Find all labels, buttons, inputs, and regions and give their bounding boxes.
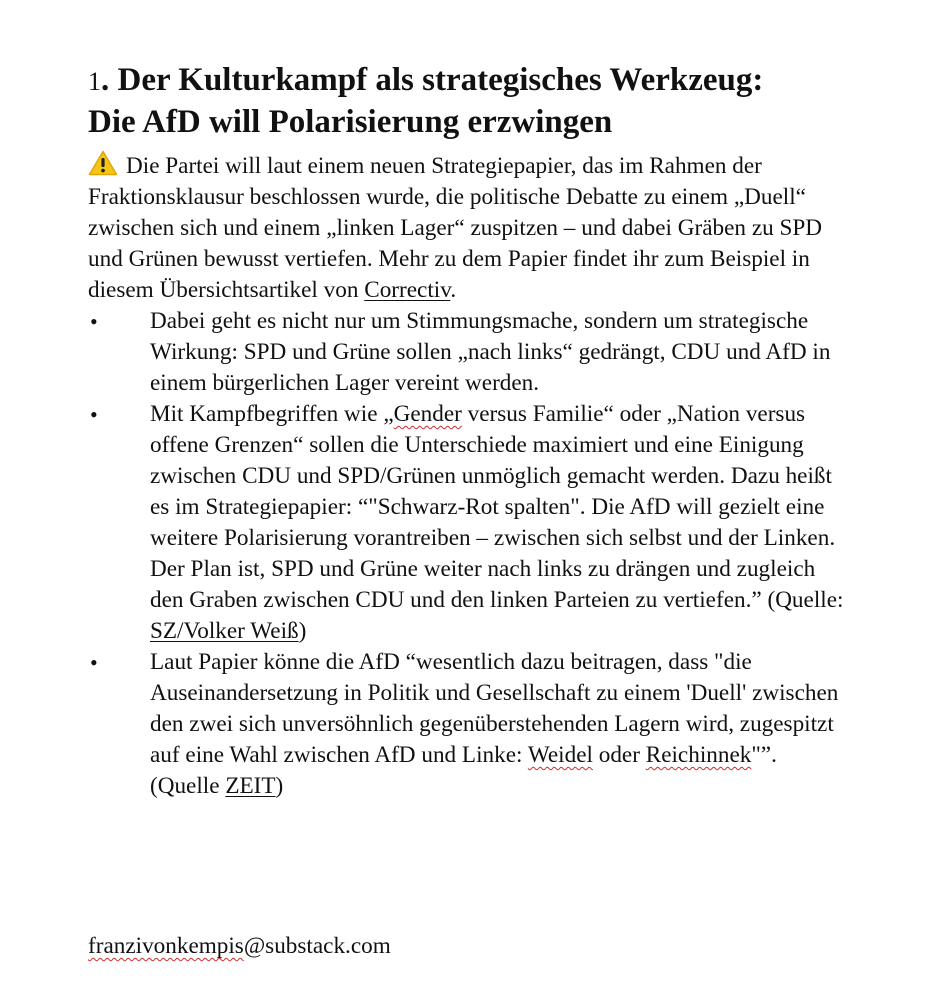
bullet-text-pre: Mit Kampfbegriffen wie „ — [150, 401, 394, 427]
bullet-text-post: versus Familie“ oder „Nation versus offene Grenzen“ sollen die Unterschiede maximiert und eine Einigung zwischen CDU und SPD/Grünen unmöglich gemacht werden. Dazu heißt es im Strategiepapier: “"Schwarz-Rot spalten". Die AfD will gezielt eine weitere Polarisierung vorantreiben – zwischen sich selbst und der Linken. Der Plan ist, SPD und Grüne weiter nach links zu drängen und zugleich den Graben zwischen CDU und den linken Parteien zu vertiefen.” (Quelle: — [150, 401, 844, 613]
spellcheck-word: Weidel — [527, 742, 593, 768]
heading-title-line1: . Der Kulturkampf als strategisches Werkzeug: — [101, 62, 764, 98]
bullet-text-post: "”. (Quelle — [150, 742, 777, 799]
document-page — [88, 60, 848, 802]
bullet-text-mid: oder — [592, 742, 646, 768]
intro-end: . — [450, 277, 457, 303]
bullet-text-pre: Laut Papier könne die AfD “wesentlich dazu beitragen, dass "die Auseinandersetzung in Politik und Gesellschaft zu einem 'Duell' zwischen den zwei sich unversöhnlich gegenüberstehenden Lagern wird, zugespitzt auf eine Wahl zwischen AfD und Linke: — [150, 649, 839, 768]
bullet-symbol: • — [90, 402, 98, 427]
email-user: franzivonkempis — [88, 933, 244, 959]
bullet-text-end: ) — [298, 618, 307, 644]
section-heading — [88, 60, 848, 142]
list-item — [88, 399, 848, 647]
heading-title-line2: Die AfD will Polarisierung erzwingen — [88, 104, 613, 140]
intro-text: Die Partei will laut einem neuen Strategiepapier, das im Rahmen der Fraktionsklausur beschlossen wurde, die politische Debatte zu einem „Duell“ zwischen sich und einem „linken Lager“ zuspitzen – und dabei Gräben zu SPD und Grünen bewusst vertiefen. Mehr zu dem Papier findet ihr zum Beispiel in diesem Übersichtsartikel von — [88, 153, 823, 303]
list-item — [88, 647, 848, 802]
bullet-text-end: ) — [275, 773, 284, 799]
intro-paragraph — [88, 150, 848, 306]
footer-email — [88, 931, 391, 962]
bullet-symbol: • — [90, 650, 98, 675]
zeit-link[interactable]: ZEIT — [225, 773, 276, 799]
sz-link[interactable]: SZ/Volker Weiß — [150, 618, 299, 644]
spellcheck-word: Gender — [393, 401, 462, 427]
bullet-text: Dabei geht es nicht nur um Stimmungsmache, sondern um strategische Wirkung: SPD und Grüne sollen „nach links“ gedrängt, CDU und AfD in einem bürgerlichen Lager vereint werden. — [150, 308, 831, 396]
list-item — [88, 306, 848, 399]
bullet-symbol: • — [90, 309, 98, 334]
warning-icon — [88, 150, 118, 176]
email-domain: @substack.com — [243, 933, 391, 959]
heading-number: 1 — [88, 67, 101, 96]
bullet-list — [88, 306, 848, 802]
correctiv-link[interactable]: Correctiv — [364, 277, 451, 303]
spellcheck-word: Reichinnek — [645, 742, 752, 768]
